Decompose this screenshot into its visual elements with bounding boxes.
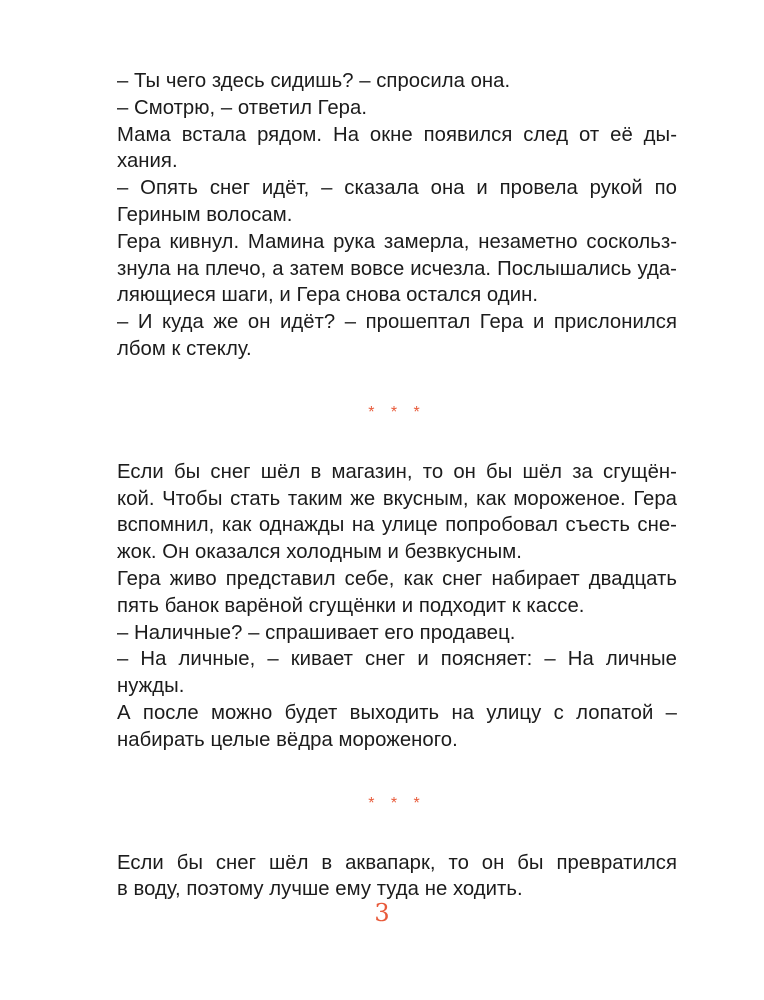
page-body (117, 68, 677, 903)
paragraph-line: кой. Чтобы стать таким же вкусным, как мороженое. Гера (117, 487, 677, 510)
paragraph-line: знула на плечо, а затем вовсе исчезла. Послышались уда- (117, 257, 677, 280)
section-1 (117, 68, 677, 363)
paragraph-line: Если бы снег шёл в аквапарк, то он бы превратился (117, 851, 677, 874)
paragraph-line: – И куда же он идёт? – прошептал Гера и прислонился (117, 311, 677, 334)
paragraph-line: Гера кивнул. Мамина рука замерла, незаметно соскольз- (117, 230, 677, 253)
section-2 (117, 459, 677, 754)
paragraph-line: Если бы снег шёл в магазин, то он бы шёл за сгущён- (117, 460, 677, 483)
paragraph-line: вспомнил, как однажды на улице попробовал съесть сне- (117, 514, 677, 537)
paragraph-line: набирать целые вёдра мороженого. (117, 728, 458, 751)
paragraph-line: в воду, поэтому лучше ему туда не ходить. (117, 878, 523, 901)
paragraph-line: хания. (117, 150, 178, 173)
paragraph-line: ляющиеся шаги, и Гера снова остался один. (117, 284, 539, 307)
paragraph-line: пять банок варёной сгущёнки и подходит к кассе. (117, 594, 585, 617)
section-3 (117, 850, 677, 904)
paragraph-line: А после можно будет выходить на улицу с лопатой – (117, 701, 677, 724)
section-separator: * * * (368, 403, 426, 421)
paragraph-line: – На личные, – кивает снег и поясняет: – На личные (117, 648, 677, 671)
section-separator: * * * (368, 794, 426, 812)
paragraph-line: нужды. (117, 675, 185, 698)
paragraph-line: лбом к стеклу. (117, 337, 252, 360)
paragraph-line: жок. Он оказался холодным и безвкусным. (117, 541, 522, 564)
paragraph-line: Мама встала рядом. На окне появился след от её ды- (117, 123, 677, 146)
paragraph-line: – Опять снег идёт, – сказала она и провела рукой по (117, 177, 677, 200)
paragraph-line: Гериным волосам. (117, 203, 293, 226)
paragraph-line: Гера живо представил себе, как снег набирает двадцать (117, 567, 677, 590)
paragraph-line: – Наличные? – спрашивает его продавец. (117, 621, 516, 644)
page-number: 3 (374, 899, 390, 927)
paragraph-line: – Смотрю, – ответил Гера. (117, 96, 368, 119)
paragraph-line: – Ты чего здесь сидишь? – спросила она. (117, 70, 511, 92)
